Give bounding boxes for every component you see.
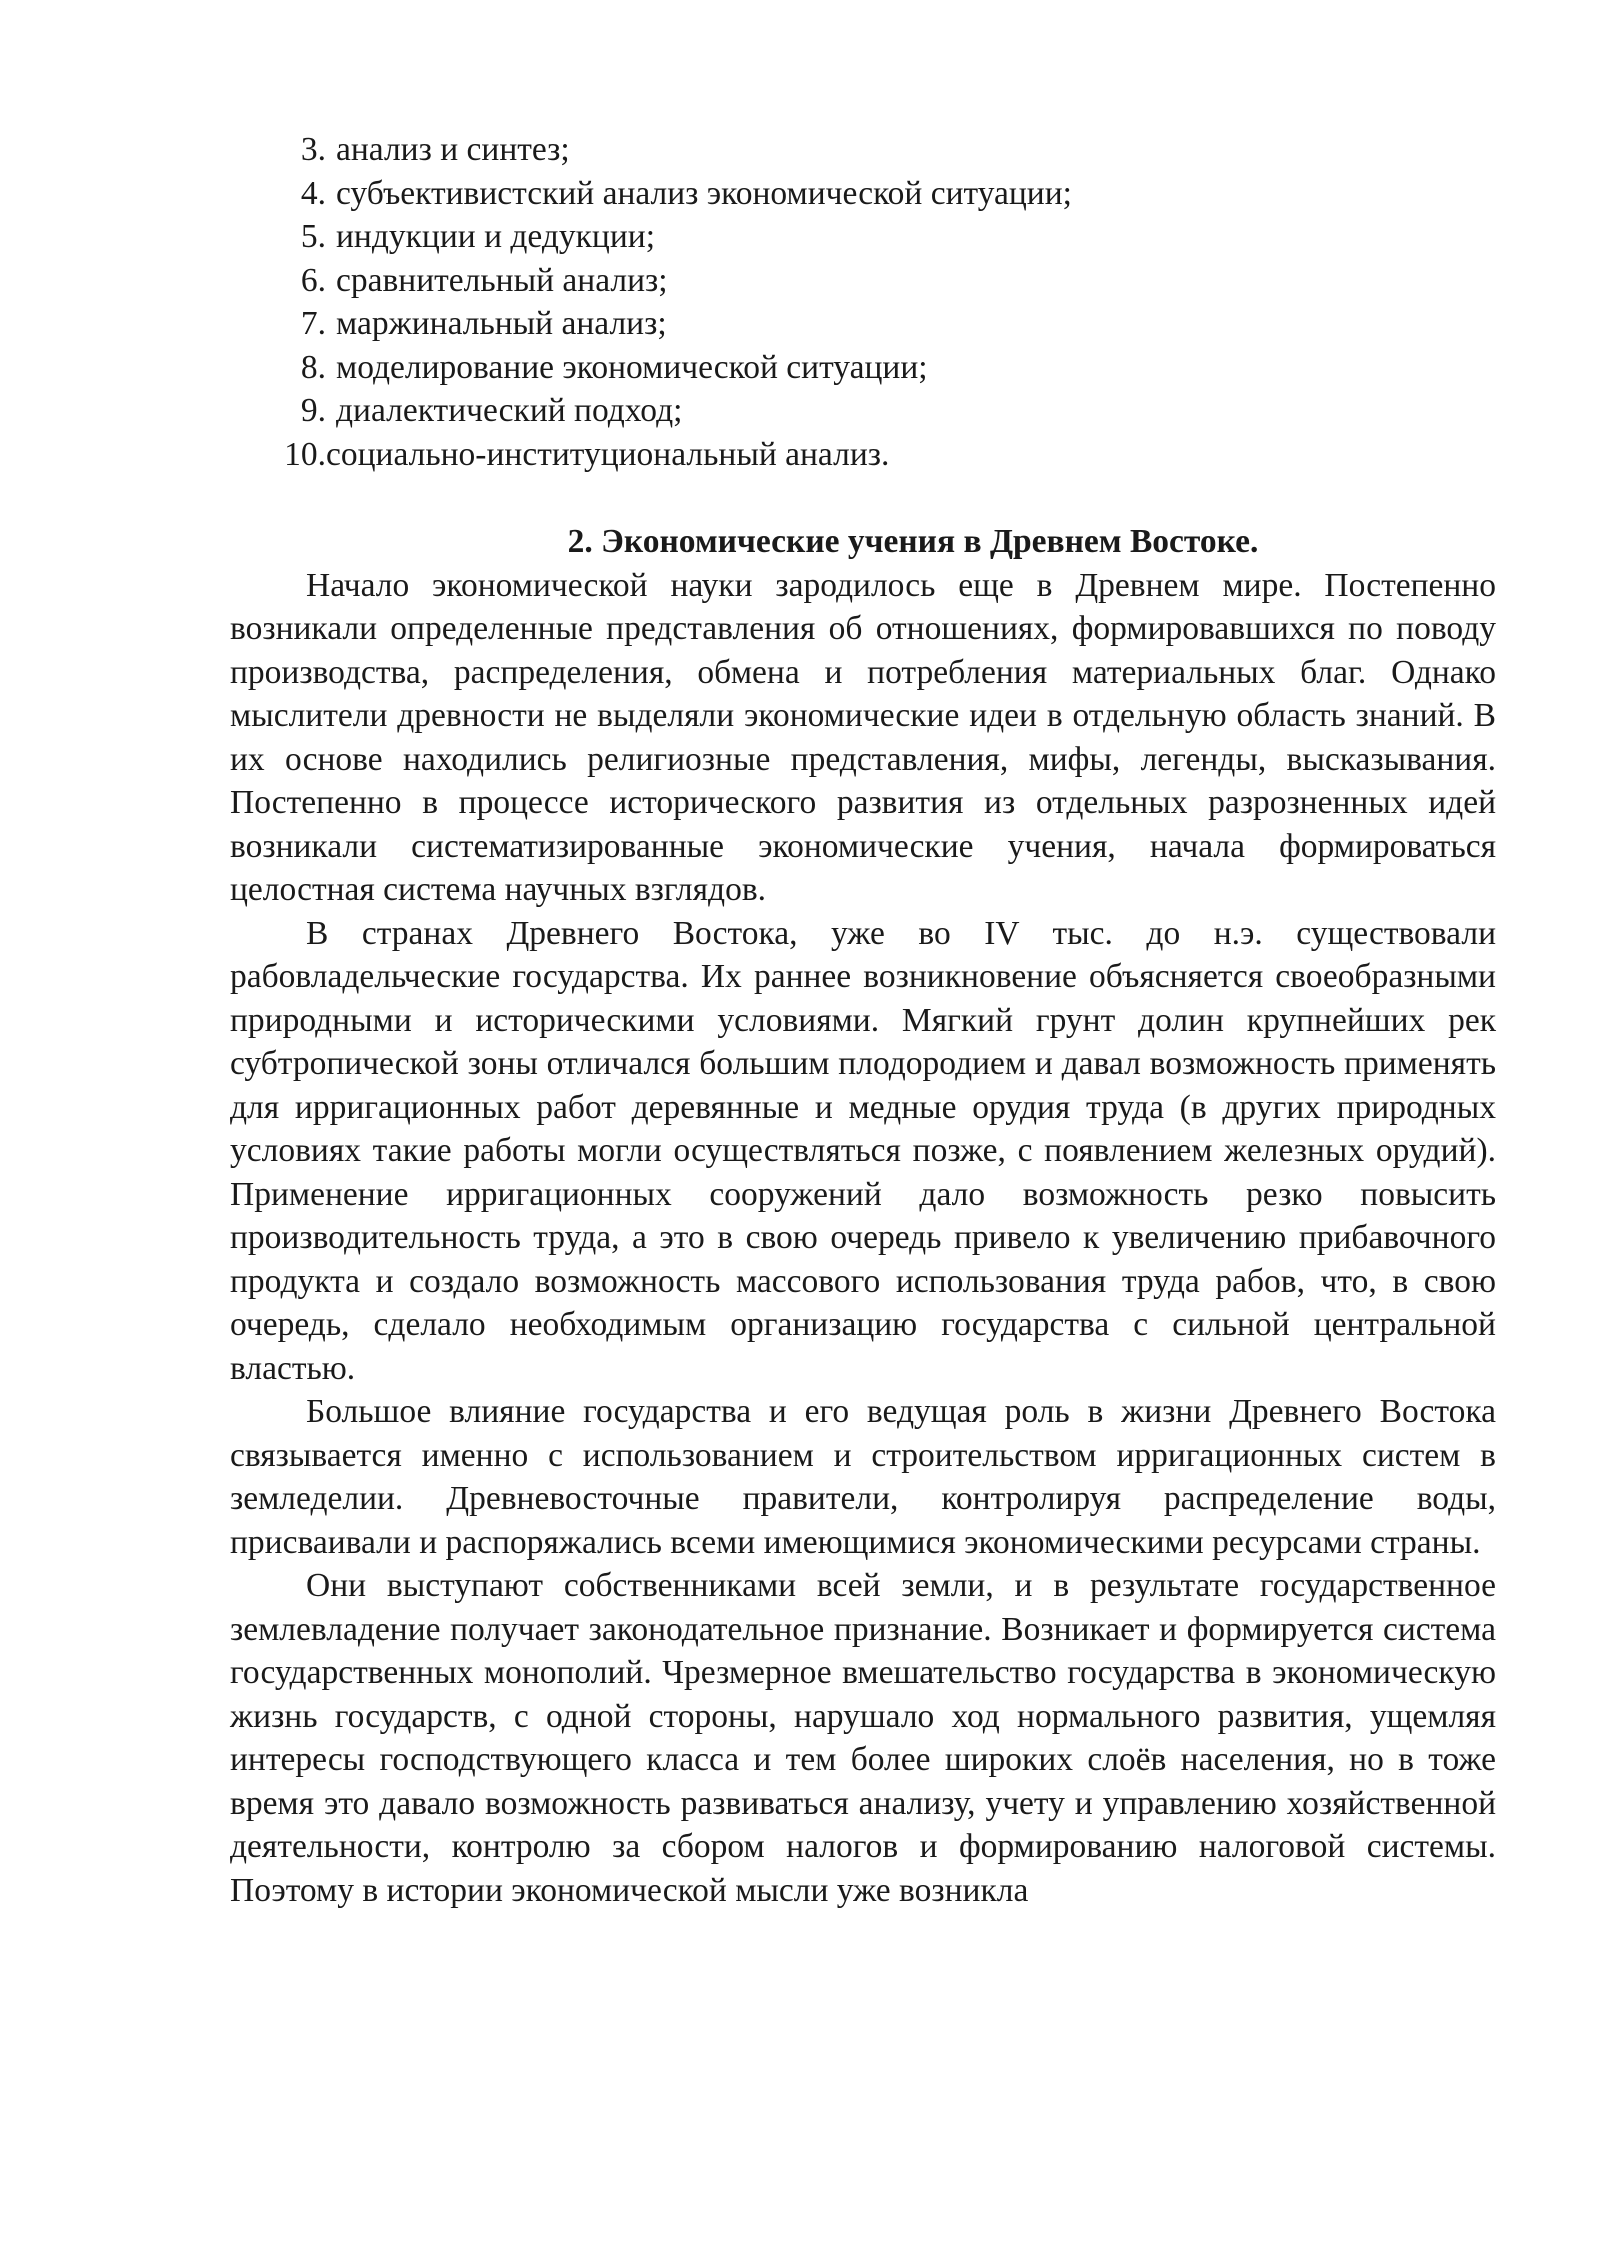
list-item	[230, 172, 1496, 216]
list-item	[230, 215, 1496, 259]
list-item	[230, 389, 1496, 433]
list-item-number: 5.	[300, 218, 326, 255]
paragraph: В странах Древнего Востока, уже во IV тыс. до н.э. существовали рабовладельческие государства. Их раннее возникновение объясняется своеобразными природными и историческими условиями. Мягкий грунт долин крупнейших рек субтропической зоны отличался большим плодородием и давал возможность применять для ирригационных работ деревянные и медные орудия труда (в других природных условиях такие работы могли осуществляться позже, с появлением железных орудий). Применение ирригационных сооружений дало возможность резко повысить производительность труда, а это в свою очередь привело к увеличению прибавочного продукта и создало возможность массового использования труда рабов, что, в свою очередь, сделало необходимым организацию государства с сильной центральной властью.	[230, 914, 1496, 1387]
list-item-number: 8.	[300, 348, 326, 386]
list-item-number: 10.	[284, 435, 326, 473]
list-item-text: моделирование экономической ситуации;	[336, 348, 928, 386]
document-page	[230, 128, 1496, 1912]
section-heading: 2. Экономические учения в Древнем Востоке.	[567, 523, 1259, 560]
list-item-text: маржинальный анализ;	[336, 305, 667, 342]
list-item	[230, 259, 1496, 303]
list-item	[230, 433, 1496, 477]
list-item-number: 4.	[300, 174, 326, 212]
paragraph: Большое влияние государства и его ведущая роль в жизни Древнего Востока связывается именно с использованием и строительством ирригационных систем в земледелии. Древневосточные правители, контролируя распределение воды, присваивали и распоряжались всеми имеющимися экономическими ресурсами страны.	[230, 1393, 1496, 1561]
list-item-text: социально-институциональный анализ.	[326, 435, 890, 473]
list-item-text: сравнительный анализ;	[336, 261, 668, 299]
list-item-number: 9.	[300, 392, 326, 429]
list-item-number: 7.	[300, 305, 326, 342]
list-item	[230, 128, 1496, 172]
list-item-text: субъективистский анализ экономической ситуации;	[336, 174, 1072, 212]
paragraph: Начало экономической науки зародилось еще в Древнем мире. Постепенно возникали определенные представления об отношениях, формировавшихся по поводу производства, распределения, обмена и потребления материальных благ. Однако мыслители древности не выделяли экономические идеи в отдельную область знаний. В их основе находились религиозные представления, мифы, легенды, высказывания. Постепенно в процессе исторического развития из отдельных разрозненных идей возникали систематизированные экономические учения, начала формироваться целостная система научных взглядов.	[230, 566, 1496, 908]
numbered-list	[230, 128, 1496, 476]
paragraph: Они выступают собственниками всей земли, и в результате государственное землевладение получает законодательное признание. Возникает и формируется система государственных монополий. Чрезмерное вмешательство государства в экономическую жизнь государств, с одной стороны, нарушало ход нормального развития, ущемляя интересы господствующего класса и тем более широких слоёв населения, но в тоже время это давало возможность развиваться анализу, учету и управлению хозяйственной деятельности, контролю за сбором налогов и формированию налоговой системы. Поэтому в истории экономической мысли уже возникла	[230, 1567, 1496, 1909]
list-item	[230, 302, 1496, 346]
list-item-text: индукции и дедукции;	[336, 218, 656, 255]
list-item-text: анализ и синтез;	[336, 131, 570, 168]
list-item-number: 6.	[300, 261, 326, 299]
list-item-number: 3.	[300, 131, 326, 168]
list-item-text: диалектический подход;	[336, 392, 683, 429]
list-item	[230, 346, 1496, 390]
